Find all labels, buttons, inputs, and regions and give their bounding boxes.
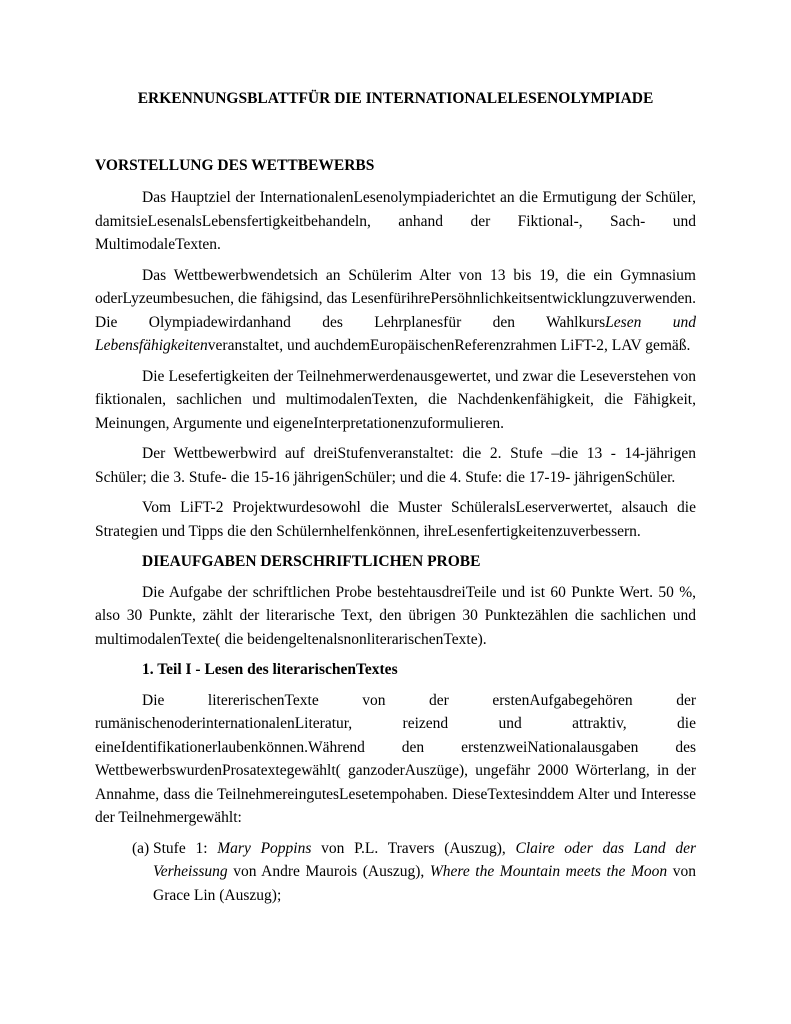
paragraph-lesefertigkeiten: Die Lesefertigkeiten der Teilnehmerwerdenausgewertet, und zwar die Leseverstehen von fiktionalen, sachlichen und multimodalenTexten, die Nachdenkenfähigkeit, die Fähigkeit, Meinungen, Argumente und eigeneInterpretationenzuformulieren. — [95, 367, 696, 432]
text-run: von Grace Lin (Auszug); — [153, 863, 696, 904]
text-run: veranstaltet, und auchdemEuropäischenReferenzrahmen LiFT-2, LAV gemäß. — [207, 337, 691, 354]
text-run-italic-wahlkurs: Lesen und Lebensfähigkeiten — [95, 313, 696, 354]
text-run: von Andre Maurois (Auszug), — [227, 863, 430, 880]
text-run: von P.L. Travers (Auszug), — [311, 839, 516, 857]
heading-vorstellung-des-wettbewerbs: VORSTELLUNG DES WETTBEWERBS — [95, 156, 375, 174]
heading-teil1-literarischer-text: 1. Teil I - Lesen des literarischenTextes — [142, 661, 398, 678]
list-item-stufe1-buecher — [95, 837, 696, 908]
text-run-italic-mary-poppins: Mary Poppins — [217, 839, 312, 857]
paragraph-hauptziel: Das Hauptziel der InternationalenLesenolympiaderichtet an die Ermutigung der Schüler, damitsieLesenalsLebensfertigkeitbehandeln, anhand der Fiktional-, Sach- und MultimodaleTexten. — [95, 189, 696, 253]
text-run: Das Wettbewerbwendetsich an Schülerim Alter von 13 bis 19, die ein Gymnasium oderLyzeumbesuchen, die fähigsind, das LesenfürihrePersöhnlichkeitsentwicklungzuverwenden. Die Olympiadewirdanhand des Lehrplanesfür den Wahlkurs — [95, 266, 696, 331]
text-run-italic-mountain-moon: Where the Mountain meets the Moon — [429, 863, 668, 880]
paragraph-aufgabe-punkte: Die Aufgabe der schriftlichen Probe bestehtausdreiTeile und ist 60 Punkte Wert. 50 %, also 30 Punkte, zählt der literarische Text, den übrigen 30 Punktezählen die sachlichen und multimodalenTexte( die beidengeltenalsnonliterarischenTexte). — [95, 583, 696, 648]
text-run-italic-claire: Claire oder das Land der Verheissung — [153, 839, 697, 880]
heading-aufgaben-schriftliche-probe: DIEAUFGABEN DERSCHRIFTLICHEN PROBE — [142, 553, 481, 570]
document-title: ERKENNUNGSBLATTFÜR DIE INTERNATIONALELESENOLYMPIADE — [137, 90, 654, 107]
paragraph-literarische-texte: Die litererischenTexte von der erstenAufgabegehören der rumänischenoderinternationalenLiteratur, reizend und attraktiv, die eineIdentifikationerlaubenkönnen.Während den erstenzweiNationalausgaben des WettbewerbswurdenProsatextegewählt( ganzoderAuszüge), ungefähr 2000 Wörterlang, in der Annahme, dass die TeilnehmereingutesLesetempohaben. DieseTextesinddem Alter und Interesse der Teilnehmergewählt: — [95, 691, 696, 826]
paragraph-stufen: Der Wettbewerbwird auf dreiStufenveranstaltet: die 2. Stufe –die 13 - 14-jährigen Schüler; die 3. Stufe- die 15-16 jährigenSchüler; und die 4. Stufe: die 17-19- jährigenSchüler. — [95, 445, 696, 486]
text-run: Stufe 1: — [153, 839, 218, 857]
list-marker-a: (a) — [132, 839, 150, 857]
paragraph-zielgruppe — [95, 264, 696, 358]
paragraph-lift2-projekt: Vom LiFT-2 Projektwurdesowohl die Muster SchüleralsLeserverwertet, alsauch die Strategien und Tipps die den Schülernhelfenkönnen, ihreLesenfertigkeitenzuverbessern. — [95, 499, 696, 540]
